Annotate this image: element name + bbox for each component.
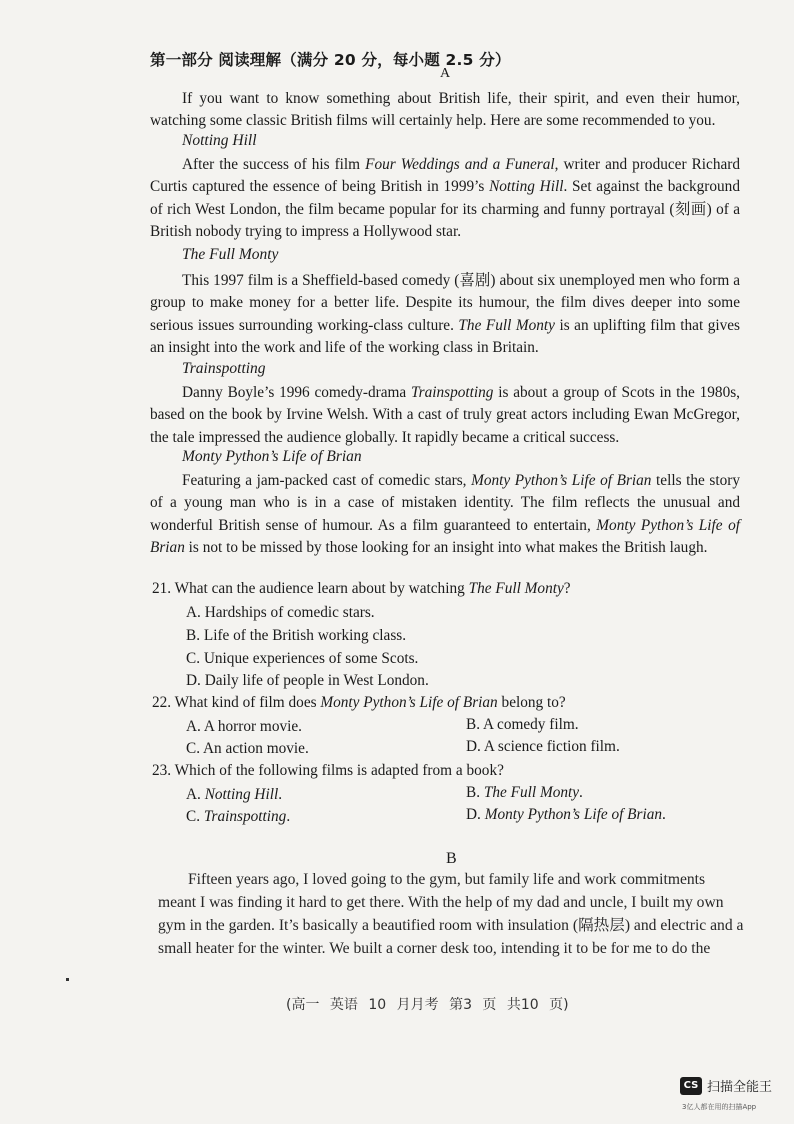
text-run: 21. What can the audience learn about by watching — [152, 580, 469, 597]
text-run: A. Hardships of comedic stars. — [186, 604, 375, 621]
question-21-option-a[interactable] — [186, 604, 375, 622]
scanner-app-name: 扫描全能王 — [707, 1080, 773, 1095]
question-23-option-b[interactable] — [466, 784, 583, 802]
italic-title-run: Monty Python’s Life of Brian — [150, 516, 740, 557]
question-22-stem — [152, 694, 566, 712]
film-title-full-monty: The Full Monty — [182, 246, 279, 263]
text-run: C. — [186, 808, 204, 825]
italic-title-run: Notting Hill — [204, 786, 279, 803]
text-run: ? — [563, 580, 571, 597]
italic-title-run: Notting Hill — [489, 178, 564, 196]
text-run: 22. What kind of film does — [152, 694, 321, 711]
question-22-option-b[interactable] — [466, 716, 579, 734]
text-run: belong to? — [497, 694, 566, 711]
question-21-option-c[interactable] — [186, 650, 418, 668]
passage-b-line-1: Fifteen years ago, I loved going to the gym, but family life and work commitments — [188, 871, 706, 888]
passage-b-line-2: meant I was finding it hard to get there. With the help of my dad and uncle, I built my own — [158, 894, 724, 911]
question-23-option-c[interactable] — [186, 808, 290, 826]
italic-title-run: The Full Monty — [468, 580, 564, 597]
text-run: . — [662, 806, 666, 823]
text-run: tells the story of a young man who is in a case of mistaken identity. The film reflects the unusual and wonderful British sense of humour. As a film guaranteed to entertain, — [150, 472, 740, 534]
text-run: B. Life of the British working class. — [186, 627, 407, 644]
section-b-label: B — [446, 850, 457, 867]
question-21-option-d[interactable] — [186, 672, 429, 690]
question-22-option-c[interactable] — [186, 740, 309, 758]
italic-title-run: Monty Python’s Life of Brian — [471, 472, 652, 489]
text-run: A. — [186, 786, 205, 803]
passage-b-line-3: gym in the garden. It’s basically a beautified room with insulation (隔热层) and electric and a — [158, 917, 744, 934]
text-run: is about a group of Scots in the 1980s, based on the book by Irvine Welsh. With a cast of truly great actors including Ewan McGregor, the tale impressed the audience globally. It rapidly became a critical success. — [150, 384, 740, 446]
text-run: . — [278, 786, 283, 803]
film-paragraph-notting-hill — [150, 154, 740, 244]
text-run: Featuring a jam-packed cast of comedic stars, — [182, 472, 472, 489]
italic-title-run: The Full Monty — [483, 784, 580, 801]
text-run: A. A horror movie. — [186, 718, 302, 735]
section-header: 第一部分 阅读理解（满分 20 分，每小题 2.5 分） — [150, 51, 511, 69]
intro-paragraph: If you want to know something about British life, their spirit, and even their humor, watching some classic British films will certainly help. Here are some recommended to you. — [150, 90, 740, 130]
italic-title-run: Monty Python’s Life of Brian — [320, 694, 498, 711]
text-run: 23. Which of the following films is adapted from a book? — [152, 762, 504, 779]
text-run: is an uplifting film that gives an insight into the work and life of the working class in Britain. — [150, 316, 740, 357]
film-paragraph-monty-python — [150, 470, 740, 560]
italic-title-run: Monty Python’s Life of Brian — [484, 806, 663, 823]
text-run: After the success of his film — [182, 156, 366, 173]
scanner-tagline: 3亿人都在用的扫描App — [682, 1103, 757, 1111]
question-22-option-d[interactable] — [466, 738, 620, 756]
text-run: This 1997 film is a Sheffield-based comedy (喜剧) about six unemployed men who form a group to make money for a better life. Despite its humour, the film dives deeper into some serious issues surrounding working-class culture. — [150, 272, 740, 334]
film-paragraph-trainspotting — [150, 382, 740, 449]
text-run: C. An action movie. — [186, 740, 309, 757]
camscanner-logo-icon: CS — [680, 1077, 702, 1095]
passage-b-line-4: small heater for the winter. We built a corner desk too, intending it to be for me to do the — [158, 940, 711, 957]
text-run: Danny Boyle’s 1996 comedy-drama — [182, 384, 411, 401]
text-run: D. A science fiction film. — [466, 738, 620, 755]
italic-title-run: Trainspotting — [410, 384, 494, 401]
text-run: is not to be missed by those looking for an insight into what makes the British laugh. — [184, 539, 708, 557]
section-a-marker: A — [440, 66, 451, 81]
text-run: B. A comedy film. — [466, 716, 579, 733]
text-run: D. — [466, 806, 485, 823]
question-21-stem — [152, 580, 571, 598]
text-run: B. — [466, 784, 484, 801]
text-run: . — [286, 808, 291, 825]
film-title-monty-python: Monty Python’s Life of Brian — [182, 448, 362, 465]
film-title-trainspotting: Trainspotting — [182, 360, 266, 377]
italic-title-run: Four Weddings and a Funeral — [365, 156, 555, 173]
question-23-option-a[interactable] — [186, 786, 282, 804]
text-run: D. Daily life of people in West London. — [186, 672, 429, 689]
italic-title-run: Trainspotting — [203, 808, 287, 825]
film-title-notting-hill: Notting Hill — [182, 132, 257, 149]
question-21-option-b[interactable] — [186, 627, 406, 645]
scanner-watermark — [680, 1076, 772, 1095]
question-22-option-a[interactable] — [186, 718, 302, 736]
text-run: . Set against the background of rich West London, the film became popular for its charming and funny portrayal (刻画) of a British nobody trying to impress a Hollywood star. — [150, 178, 740, 241]
question-23-stem — [152, 762, 504, 780]
film-paragraph-full-monty — [150, 270, 740, 360]
page-footer: (高一 英语 10 月月考 第3 页 共10 页) — [286, 997, 569, 1013]
question-23-option-d[interactable] — [466, 806, 666, 824]
text-run: , writer and producer Richard Curtis captured the essence of being British in 1999’s — [150, 156, 741, 196]
text-run: C. Unique experiences of some Scots. — [186, 650, 419, 667]
italic-title-run: The Full Monty — [458, 316, 555, 334]
scan-speck — [66, 978, 69, 981]
text-run: . — [579, 784, 583, 801]
